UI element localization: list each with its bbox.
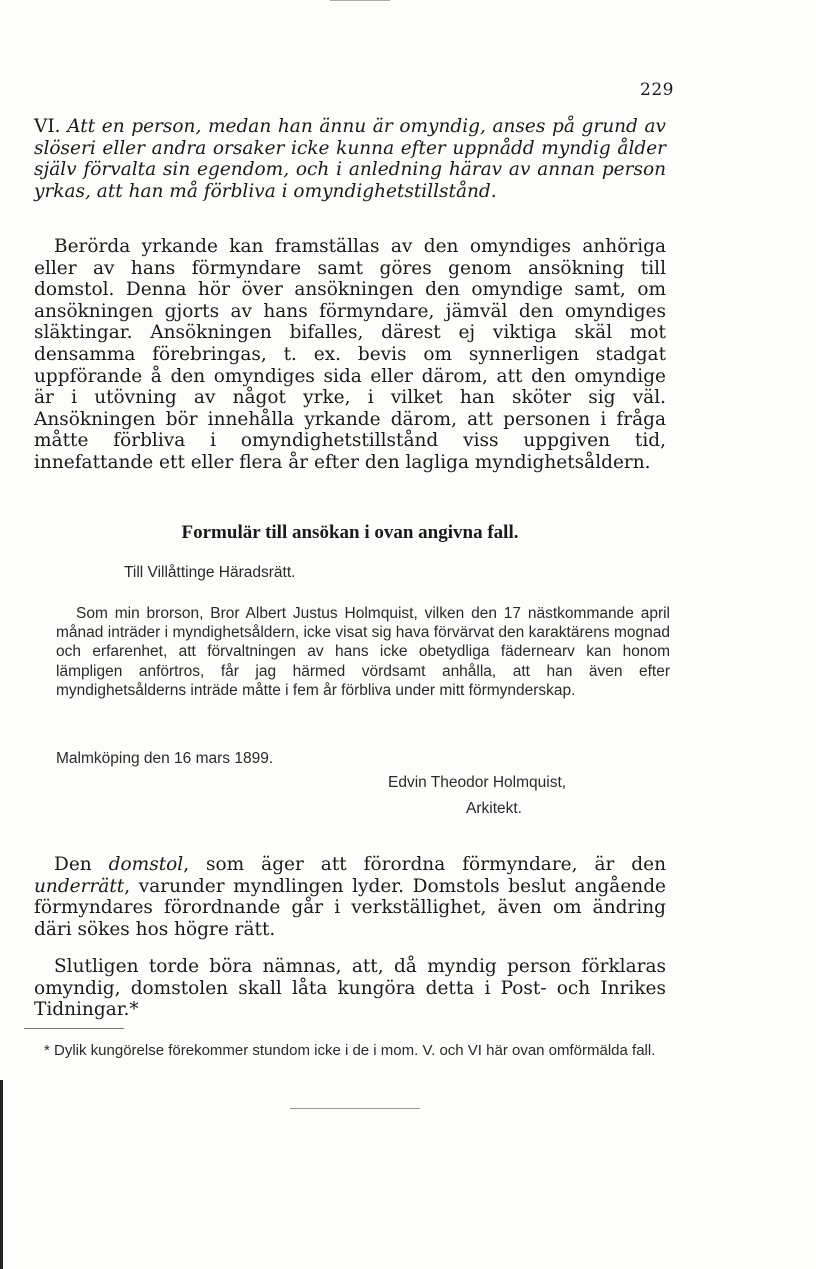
footnote-rule	[24, 1028, 124, 1029]
section-vi-body	[34, 236, 666, 474]
form-body	[56, 604, 670, 700]
form-body-text: Som min brorson, Bror Albert Justus Holmquist, vilken den 17 nästkommande april månad inträder i myndighetsåldern, icke visat sig hava förvärvat den karaktärens mognad och erfarenhet, att förvaltningen av hans icke obetydliga fädernearv kan honom lämpligen anförtros, får jag härmed vördsamt anhålla, att han även efter myndighetsålderns inträde måtte i fem år förbliva under mitt förmynderskap.	[56, 605, 670, 699]
form-heading: Formulär till ansökan i ovan angivna fall.	[181, 522, 519, 543]
closing-p2-text: Slutligen torde böra nämnas, att, då myndig person förklaras omyndig, domstolen skall låta kungöra detta i Post- och Inrikes Tidningar.*	[34, 956, 666, 1021]
closing-paragraph-2	[34, 956, 666, 1021]
term-underratt: underrätt	[34, 875, 125, 897]
closing-paragraph-1	[34, 854, 666, 940]
page-number: 229	[640, 80, 674, 100]
form-addressee: Till Villåttinge Häradsrätt.	[124, 564, 296, 581]
bottom-rule	[290, 1108, 420, 1109]
section-body-text: Berörda yrkande kan framställas av den omyndiges anhöriga eller av hans förmyndare samt göres genom ansökning till domstol. Denna hör över ansökningen den omyndige samt, om ansökningen gjorts av hans förmyndare, jämväl den omyndiges släktingar. Ansökningen bifalles, därest ej viktiga skäl mot densamma förebringas, t. ex. bevis om synnerligen stadgat uppförande å den omyndiges sida eller därom, att den omyndige är i utövning av något yrke, i vilket han sköter sig väl. Ansökningen bör innehålla yrkande därom, att personen i fråga måtte förbliva i omyndighetstillstånd viss uppgiven tid, innefattande ett eller flera år efter den lagliga myndighetsåldern.	[34, 236, 666, 473]
footnote-text: Dylik kungörelse förekommer stundom icke i de i mom. V. och VI här ovan omförmälda fall.	[54, 1042, 656, 1059]
form-place-date: Malmköping den 16 mars 1899.	[56, 750, 274, 767]
term-domstol: domstol	[108, 854, 184, 875]
top-rule	[330, 0, 390, 1]
closing-p1-start: Den	[54, 854, 109, 875]
form-signer: Edvin Theodor Holmquist,	[388, 774, 567, 791]
section-numeral: VI.	[34, 116, 61, 137]
scan-edge-shadow	[0, 1080, 3, 1269]
closing-p1-end: , varunder myndlingen lyder. Domstols beslut angående förmyndares förordnande går i verkställighet, även om ändring däri sökes hos högre rätt.	[34, 875, 666, 940]
section-heading-text: Att en person, medan han ännu är omyndig, anses på grund av slöseri eller andra orsaker icke kunna efter uppnådd myndig ålder själv förvalta sin egendom, och i anledning härav av annan person yrkas, att han må förbliva i omyndighetstillstånd.	[34, 116, 667, 202]
form-signer-title: Arkitekt.	[466, 800, 522, 817]
footnote-marker: *	[44, 1042, 50, 1059]
closing-p1-mid: , som äger att förordna förmyndare, är den	[183, 854, 667, 875]
section-vi-heading	[34, 116, 666, 202]
footnote	[24, 1042, 660, 1060]
